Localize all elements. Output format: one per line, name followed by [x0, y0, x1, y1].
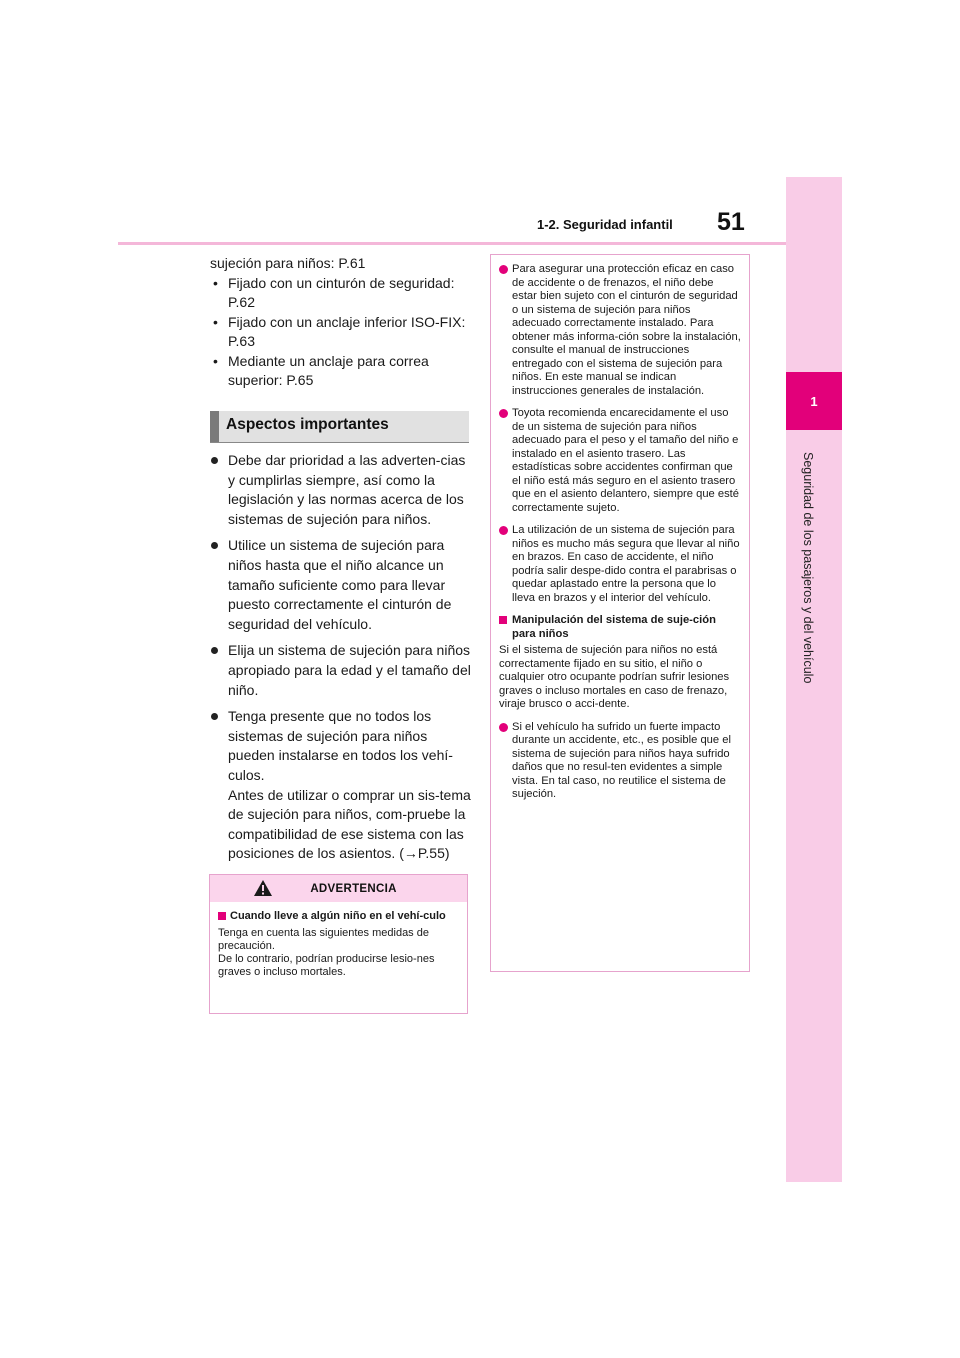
warning-header [210, 875, 467, 902]
pink-bullet-icon [499, 526, 508, 535]
paragraph: Si el sistema de sujeción para niños no está correctamente fijado en su sitio, el niño o cualquier otro ocupante podrían sufrir lesiones graves o incluso mortales en caso de frenazo, viraje brusco o acci-dente. [499, 644, 730, 710]
warning-title: ADVERTENCIA [310, 883, 397, 895]
list-item: Si el vehículo ha sufrido un fuerte impacto durante un accidente, etc., es posible que el sistema de sujeción para niños haya sufrido daños que no resul-ten evidentes a simple vista. En tal caso, no reutilice el sistema de sujeción. [499, 721, 741, 802]
bullet-dot-icon: • [213, 313, 218, 330]
chapter-title-vertical [796, 440, 820, 695]
left-column-intro [210, 254, 472, 391]
sub-list-item: • Fijado con un cinturón de seguridad: P.62 [213, 274, 455, 310]
list-item: Utilice un sistema de sujeción para niños hasta que el niño alcance un tamaño suficiente como para llevar puesto correctamente el cinturón de seguridad del vehículo. [210, 536, 472, 634]
pink-bullet-icon [499, 723, 508, 732]
section-heading-label: Aspectos importantes [226, 416, 389, 433]
list-item: Toyota recomienda encarecidamente el uso de un sistema de sujeción para niños adecuado para el peso y el tamaño del niño e instalado en el asiento trasero. Las estadísticas sobre accidentes confirman que el niño está más seguro en el asiento trasero que en el asiento delantero, siempre que esté correctamente sujeto. [499, 407, 741, 515]
sub-list-item: • Mediante un anclaje para correa superior: P.65 [213, 352, 429, 388]
warning-text: Tenga en cuenta las siguientes medidas de precaución. [218, 927, 429, 952]
warning-text: De lo contrario, podrían producirse lesio-nes graves o incluso mortales. [218, 953, 435, 978]
page-number: 51 [717, 208, 745, 236]
chapter-title-text: Seguridad de los pasajeros y del vehículo [801, 451, 815, 684]
bullet-icon [211, 713, 218, 720]
square-bullet-icon [499, 616, 507, 624]
list-item: Debe dar prioridad a las adverten-cias y cumplirlas siempre, así como la legislación y las normas acerca de los sistemas de sujeción para niños. [210, 451, 472, 529]
bullet-dot-icon: • [213, 352, 218, 369]
bullet-icon [211, 457, 218, 464]
pink-bullet-icon [499, 409, 508, 418]
list-item: Tenga presente que no todos los sistemas de sujeción para niños pueden instalarse en todos los vehí-culos. Antes de utilizar o comprar un sis-tema de sujeción para niños, com-pruebe la compatibilidad de ese sistema con las posiciones de los asientos. (→P.55) [210, 707, 472, 864]
bullet-icon [211, 542, 218, 549]
chapter-number-tab[interactable]: 1 [786, 372, 842, 430]
heading-bar [210, 411, 219, 442]
header-rule [118, 242, 786, 245]
important-points-list [210, 451, 472, 871]
list-item: Para asegurar una protección eficaz en caso de accidente o de frenazos, el niño debe estar bien sujeto con el cinturón de seguridad o un sistema de sujeción para niños adecuado correctamente instalado. Para obtener más informa-ción sobre la instalación, consulte el manual de instrucciones entregado con el sistema de sujeción para niños. En este manual se indican instrucciones generales de instalación. [499, 263, 741, 398]
pink-bullet-icon [499, 265, 508, 274]
lead-text: sujeción para niños: P.61 [210, 255, 366, 271]
warning-subheading: Cuando lleve a algún niño en el vehí-culo [218, 910, 459, 923]
list-item: La utilización de un sistema de sujeción para niños es mucho más segura que llevar al niño en brazos. En caso de accidente, el niño podría salir despe-dido contra el parabrisas o quedar aplastado entre la persona que lo lleva en brazos y el interior del vehículo. [499, 524, 741, 605]
warning-box [209, 874, 468, 1014]
subheading: Manipulación del sistema de suje-ción para niños [499, 614, 741, 641]
square-bullet-icon [218, 912, 226, 920]
bullet-icon [211, 647, 218, 654]
section-title: 1-2. Seguridad infantil [537, 217, 673, 232]
warning-continued-box [490, 254, 750, 972]
section-heading [210, 411, 469, 443]
sub-list-item: • Fijado con un anclaje inferior ISO-FIX: P.63 [213, 313, 466, 349]
sub-list [210, 274, 472, 391]
list-item: Elija un sistema de sujeción para niños apropiado para la edad y el tamaño del niño. [210, 641, 472, 700]
bullet-dot-icon: • [213, 274, 218, 291]
warning-body [210, 902, 467, 979]
